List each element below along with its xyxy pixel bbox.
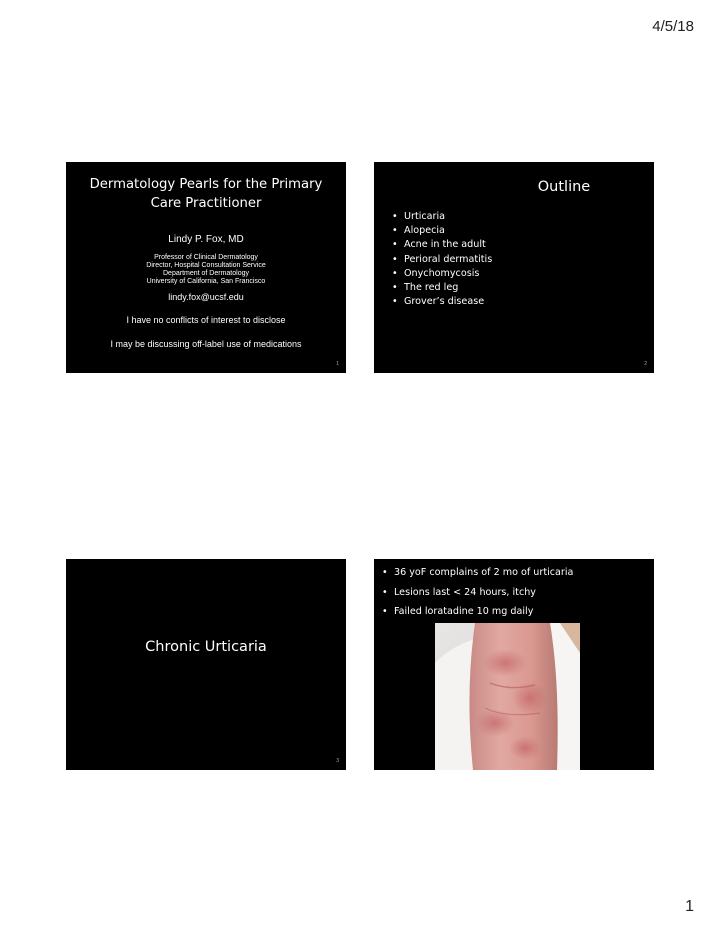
outline-item: • Acne in the adult xyxy=(392,238,492,252)
slide-3-title: Chronic Urticaria xyxy=(145,639,267,655)
role-line: Department of Dermatology xyxy=(163,270,249,277)
header-date: 4/5/18 xyxy=(652,18,694,35)
slide-3 xyxy=(66,559,346,770)
case-item: • 36 yoF complains of 2 mo of urticaria xyxy=(382,563,573,583)
case-item: • Lesions last < 24 hours, itchy xyxy=(382,583,573,603)
slide-1-roles xyxy=(66,254,346,286)
case-item: • Failed loratadine 10 mg daily xyxy=(382,602,573,622)
role-line: Professor of Clinical Dermatology xyxy=(154,254,258,261)
slide-2-number: 2 xyxy=(644,361,647,367)
urticaria-arm-photo xyxy=(435,623,580,770)
role-line: Director, Hospital Consultation Service xyxy=(146,262,266,269)
outline-item: • Onychomycosis xyxy=(392,267,492,281)
outline-item: • Perioral dermatitis xyxy=(392,253,492,267)
page-number: 1 xyxy=(685,898,694,915)
slide-4 xyxy=(374,559,654,770)
slide-1-disclosure-2: I may be discussing off-label use of medications xyxy=(110,339,302,349)
slide-1-number: 1 xyxy=(336,361,339,367)
outline-item: • Urticaria xyxy=(392,210,492,224)
slide-1 xyxy=(66,162,346,373)
slide-2-title: Outline xyxy=(537,179,591,195)
outline-item: • Alopecia xyxy=(392,224,492,238)
outline-list xyxy=(392,210,492,309)
slide-1-disclosure-1: I have no conflicts of interest to disclose xyxy=(126,315,286,325)
slide-1-author: Lindy P. Fox, MD xyxy=(168,234,244,245)
outline-item: • Grover’s disease xyxy=(392,295,492,309)
slide-1-title: Dermatology Pearls for the Primary Care Practitioner xyxy=(89,177,323,211)
role-line: University of California, San Francisco xyxy=(146,278,266,285)
slide-2 xyxy=(374,162,654,373)
case-list xyxy=(382,563,573,622)
slide-1-email: lindy.fox@ucsf.edu xyxy=(168,292,244,302)
outline-item: • The red leg xyxy=(392,281,492,295)
slide-3-number: 3 xyxy=(336,758,339,764)
